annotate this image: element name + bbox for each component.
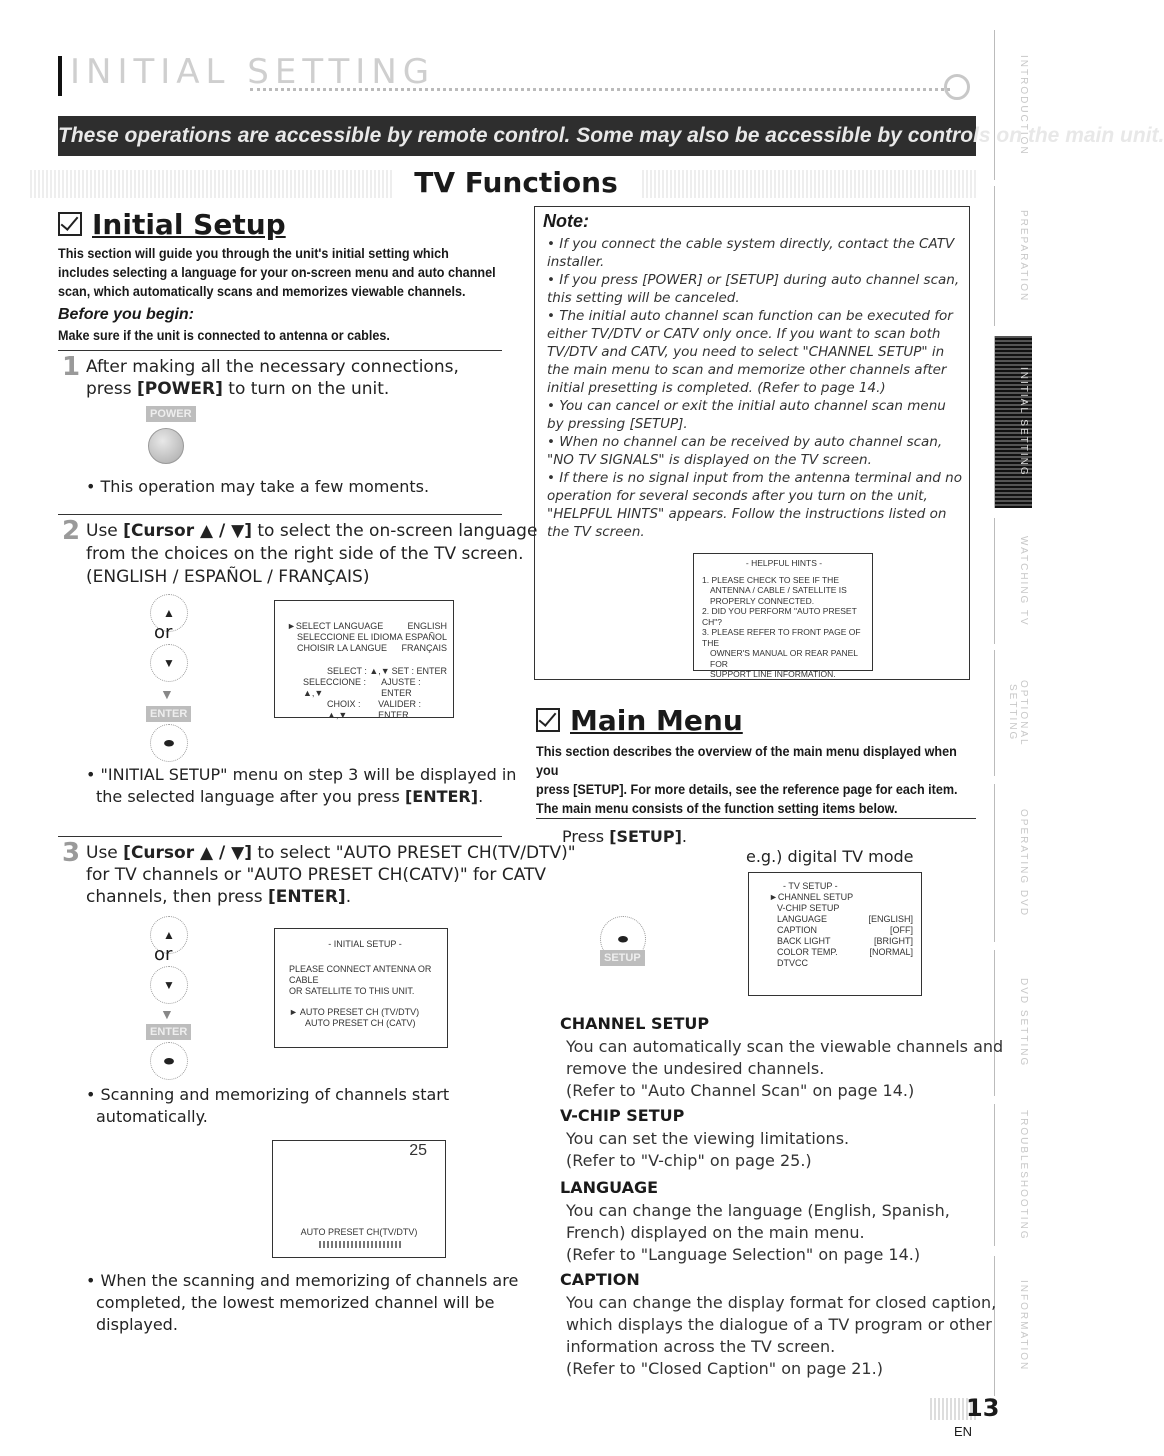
arrow-down-icon: ▼ bbox=[160, 1006, 174, 1022]
enter-label: ENTER bbox=[146, 706, 191, 722]
final-line-b: completed, the lowest memorized channel will be bbox=[96, 1293, 495, 1312]
note-item: • You can cancel or exit the initial auto channel scan menu by pressing [SETUP]. bbox=[547, 398, 946, 432]
scan-label: AUTO PRESET CH(TV/DTV) bbox=[300, 1227, 418, 1237]
main-menu-title: Main Menu bbox=[536, 704, 743, 737]
step1-number: 1 bbox=[62, 352, 81, 382]
sidebar-tab-dvd-setting[interactable]: DVD SETTING bbox=[994, 950, 1032, 1096]
or-label: or bbox=[154, 622, 173, 643]
initial-setup-title: Initial Setup bbox=[58, 208, 286, 241]
arrow-down-icon: ▼ bbox=[160, 686, 174, 702]
item-head-channel-setup: CHANNEL SETUP bbox=[560, 1014, 710, 1033]
step3-text-c: for TV channels or "AUTO PRESET CH(CATV)" for CATV bbox=[86, 865, 547, 885]
osd-row: V-CHIP SETUP bbox=[777, 903, 840, 913]
final-line-c: displayed. bbox=[96, 1315, 178, 1334]
main-menu-intro bbox=[536, 742, 968, 818]
hint-line: 3. PLEASE REFER TO FRONT PAGE OF THE bbox=[702, 627, 861, 648]
hints-title: - HELPFUL HINTS - bbox=[745, 558, 823, 568]
power-label: POWER bbox=[146, 406, 196, 422]
osd-option: AUTO PRESET CH (CATV) bbox=[305, 1018, 416, 1028]
intro-line: The main menu consists of the function setting items below. bbox=[536, 800, 898, 816]
item-head-vchip-setup: V-CHIP SETUP bbox=[560, 1106, 685, 1125]
intro-line: press [SETUP]. For more details, see the reference page for each item. bbox=[536, 781, 958, 797]
item-text: You can automatically scan the viewable channels and bbox=[566, 1037, 1004, 1056]
initial-setup-intro: This section will guide you through the unit's initial setting which includes selecting a language for your on-screen menu and auto channel scan, which automatically scans and memorizes viewable channels. bbox=[58, 245, 496, 299]
step1-rule bbox=[58, 350, 502, 351]
item-text: You can set the viewing limitations. bbox=[566, 1129, 850, 1148]
step3-text-a: Use [Cursor ▲ / ▼] to select "AUTO PRESET CH(TV/DTV)" bbox=[86, 843, 576, 863]
header-bar bbox=[58, 56, 62, 96]
osd-row: BACK LIGHT [BRIGHT] bbox=[777, 936, 913, 946]
note-title: Note: bbox=[543, 211, 589, 231]
hint-line: 2. DID YOU PERFORM "AUTO PRESET CH"? bbox=[702, 606, 857, 627]
functions-heading: TV Functions bbox=[0, 166, 1032, 199]
enter-button-icon[interactable]: ⬬ bbox=[150, 724, 188, 762]
step3-rule bbox=[58, 836, 502, 837]
before-you-begin-text: Make sure if the unit is connected to antenna or cables. bbox=[58, 327, 390, 343]
note-list bbox=[547, 235, 965, 541]
osd-row: CAPTION [OFF] bbox=[777, 925, 913, 935]
osd-row: DTVCC bbox=[777, 958, 808, 968]
sidebar-tab-troubleshooting[interactable]: TROUBLESHOOTING bbox=[994, 1104, 1032, 1246]
cursor-up-icon[interactable]: ▲ bbox=[150, 916, 188, 954]
sidebar-tab-operating-dvd[interactable]: OPERATING DVD bbox=[994, 784, 1032, 942]
header-circle-icon bbox=[944, 74, 970, 100]
final-line-a: • When the scanning and memorizing of channels are bbox=[86, 1271, 519, 1290]
page-number: 13 bbox=[966, 1394, 1000, 1422]
step2-bullet-a: • "INITIAL SETUP" menu on step 3 will be displayed in bbox=[86, 765, 517, 784]
hint-line: OWNER'S MANUAL OR REAR PANEL FOR bbox=[710, 648, 858, 669]
osd-row: CHOIX : ▲,▼ VALIDER : ENTER bbox=[327, 699, 421, 720]
sidebar-tab-optional-setting[interactable]: OPTIONAL SETTING bbox=[994, 650, 1032, 776]
step3-number: 3 bbox=[62, 838, 81, 868]
item-text: (Refer to "Auto Channel Scan" on page 14.) bbox=[566, 1081, 915, 1100]
enter-button-icon[interactable]: ⬬ bbox=[150, 1042, 188, 1080]
scan-osd bbox=[272, 1140, 446, 1258]
sidebar-tab-introduction[interactable]: INTRODUCTION bbox=[994, 30, 1032, 180]
remote-banner: These operations are accessible by remote control. Some may also be accessible by controls on the main unit. bbox=[58, 116, 976, 156]
note-box bbox=[534, 206, 970, 680]
before-you-begin-heading: Before you begin: bbox=[58, 306, 195, 323]
press-setup-text: Press [SETUP]. bbox=[562, 827, 688, 846]
osd-row: CHOISIR LA LANGUE FRANÇAIS bbox=[297, 643, 447, 653]
hint-line: SUPPORT LINE INFORMATION. bbox=[710, 669, 836, 679]
note-item: • When no channel can be received by auto channel scan, "NO TV SIGNALS" is displayed on the TV screen. bbox=[547, 434, 943, 468]
sidebar-tab-preparation[interactable]: PREPARATION bbox=[994, 186, 1032, 326]
osd-title: - TV SETUP - bbox=[783, 881, 838, 891]
item-text: which displays the dialogue of a TV program or other bbox=[566, 1315, 992, 1334]
hint-line: ANTENNA / CABLE / SATELLITE IS bbox=[710, 585, 847, 595]
sidebar-tab-information[interactable]: INFORMATION bbox=[994, 1256, 1032, 1396]
item-text: (Refer to "Closed Caption" on page 21.) bbox=[566, 1359, 883, 1378]
cursor-down-icon[interactable]: ▼ bbox=[150, 644, 188, 682]
page-title: INITIAL SETTING bbox=[70, 52, 436, 92]
setup-label: SETUP bbox=[600, 950, 645, 966]
helpful-hints-osd bbox=[693, 553, 873, 679]
sidebar-tab-watching-tv[interactable]: WATCHING TV bbox=[994, 518, 1032, 644]
checkbox-icon bbox=[536, 708, 560, 732]
osd-row: COLOR TEMP. [NORMAL] bbox=[777, 947, 913, 957]
osd-message: OR SATELLITE TO THIS UNIT. bbox=[289, 986, 415, 996]
step3-bullet-a: • Scanning and memorizing of channels start bbox=[86, 1085, 450, 1104]
note-item: • The initial auto channel scan function can be executed for either TV/DTV or CATV only once. If you want to scan both TV/DTV and CATV, you need to select "CHANNEL SETUP" in the main menu to scan and memorize other channels after initial presetting is completed. (Refer to page 14.) bbox=[547, 308, 953, 396]
note-item: • If you press [POWER] or [SETUP] during auto channel scan, this setting will be canceled. bbox=[547, 272, 960, 306]
osd-option: ► AUTO PRESET CH (TV/DTV) bbox=[289, 1007, 420, 1017]
or-label: or bbox=[154, 944, 173, 965]
osd-row: ►CHANNEL SETUP bbox=[769, 892, 854, 902]
eg-label: e.g.) digital TV mode bbox=[746, 847, 914, 866]
hint-line: PROPERLY CONNECTED. bbox=[710, 595, 815, 606]
item-head-language: LANGUAGE bbox=[560, 1178, 659, 1197]
step1-text: press [POWER] to turn on the unit. bbox=[86, 379, 390, 399]
cursor-up-icon[interactable]: ▲ bbox=[150, 594, 188, 632]
enter-label: ENTER bbox=[146, 1024, 191, 1040]
setup-button-icon[interactable]: ⬬ bbox=[600, 916, 646, 962]
osd-row: SELECCIONE EL IDIOMA ESPAÑOL bbox=[297, 632, 447, 642]
item-text: information across the TV screen. bbox=[566, 1337, 836, 1356]
initial-setup-osd bbox=[274, 928, 448, 1048]
osd-message: PLEASE CONNECT ANTENNA OR CABLE bbox=[289, 964, 432, 985]
item-text: You can change the display format for closed caption, bbox=[566, 1293, 997, 1312]
intro-line: This section describes the overview of the main menu displayed when you bbox=[536, 743, 957, 778]
item-text: You can change the language (English, Spanish, bbox=[566, 1201, 950, 1220]
item-head-caption: CAPTION bbox=[560, 1270, 640, 1289]
power-button-icon[interactable] bbox=[148, 428, 184, 464]
hint-line: 1. PLEASE CHECK TO SEE IF THE bbox=[702, 574, 839, 585]
scan-progress-bar bbox=[319, 1241, 401, 1248]
step2-text-d: (ENGLISH / ESPAÑOL / FRANÇAIS) bbox=[86, 567, 370, 587]
note-item: • If you connect the cable system directly, contact the CATV installer. bbox=[547, 236, 955, 270]
osd-row: SELECT : ▲,▼ SET : ENTER bbox=[327, 666, 447, 676]
sidebar-tab-initial-setting[interactable]: INITIAL SETTING bbox=[994, 336, 1032, 508]
step3-bullet-b: automatically. bbox=[96, 1107, 208, 1126]
main-menu-rule bbox=[536, 818, 976, 819]
scan-channel: 25 bbox=[409, 1142, 427, 1159]
step2-rule bbox=[58, 514, 502, 515]
item-text: (Refer to "V-chip" on page 25.) bbox=[566, 1151, 812, 1170]
header-rule bbox=[250, 88, 950, 91]
osd-title: - INITIAL SETUP - bbox=[328, 939, 402, 949]
checkbox-icon bbox=[58, 212, 82, 236]
osd-row: ►SELECT LANGUAGE ENGLISH bbox=[287, 621, 447, 631]
step2-text-c: from the choices on the right side of the TV screen. bbox=[86, 544, 524, 564]
item-text: remove the undesired channels. bbox=[566, 1059, 825, 1078]
step1-text-a: After making all the necessary connections, bbox=[86, 357, 459, 377]
item-text: (Refer to "Language Selection" on page 14.) bbox=[566, 1245, 921, 1264]
step2-text-a: Use [Cursor ▲ / ▼] to select the on-screen language bbox=[86, 521, 538, 541]
step1-bullet: • This operation may take a few moments. bbox=[86, 477, 430, 496]
cursor-down-icon[interactable]: ▼ bbox=[150, 966, 188, 1004]
item-text: French) displayed on the main menu. bbox=[566, 1223, 865, 1242]
step2-number: 2 bbox=[62, 516, 81, 546]
osd-row: SELECCIONE : ▲,▼ AJUSTE : ENTER bbox=[303, 677, 421, 698]
step3-text-d: channels, then press [ENTER]. bbox=[86, 887, 352, 907]
step2-bullet-b: the selected language after you press [ENTER]. bbox=[96, 787, 484, 806]
language-code: EN bbox=[954, 1424, 973, 1439]
osd-row: LANGUAGE [ENGLISH] bbox=[777, 914, 913, 924]
tv-setup-osd bbox=[748, 872, 922, 996]
language-osd bbox=[274, 600, 454, 718]
note-item: • If there is no signal input from the antenna terminal and no operation for several seconds after you turn on the unit, "HELPFUL HINTS" appears. Follow the instructions listed on the TV screen. bbox=[547, 470, 962, 540]
